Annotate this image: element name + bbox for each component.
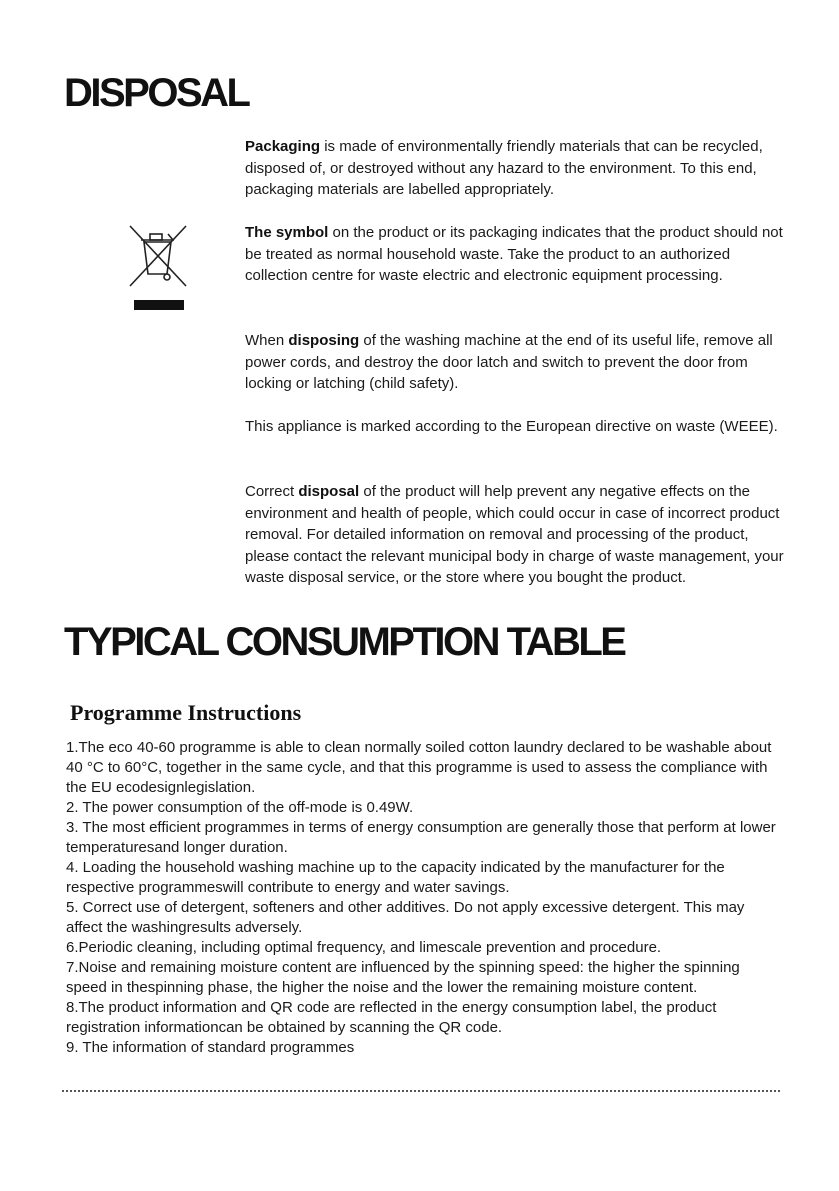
programme-instructions-list	[66, 738, 776, 1058]
correct-lead: disposal	[298, 483, 360, 500]
disposal-heading: DISPOSAL	[64, 71, 249, 115]
symbol-text: on the product or its packaging indicates that the product should not be treated as normal household waste. Take the product to an authorized collection centre for waste electric and electronic equipment processing.	[245, 224, 783, 285]
symbol-lead: The symbol	[245, 224, 329, 241]
packaging-lead: Packaging	[245, 138, 321, 155]
symbol-paragraph	[245, 222, 790, 287]
dotted-divider	[62, 1090, 780, 1092]
disposing-before: When	[245, 332, 289, 349]
instruction-item: 7.Noise and remaining moisture content are influenced by the spinning speed: the higher the spinning speed in thespinning phase, the higher the noise and the lower the remaining moisture content.	[66, 959, 740, 996]
instruction-item: 6.Periodic cleaning, including optimal frequency, and limescale prevention and procedure.	[66, 939, 662, 956]
programme-instructions-heading: Programme Instructions	[70, 700, 302, 725]
disposing-lead: disposing	[288, 332, 360, 349]
correct-disposal-paragraph	[245, 481, 790, 589]
weee-paragraph: This appliance is marked according to the European directive on waste (WEEE).	[245, 418, 778, 435]
instruction-item: 9. The information of standard programmes	[66, 1039, 355, 1056]
crossed-out-wheelie-bin-icon	[124, 220, 190, 312]
packaging-text: is made of environmentally friendly materials that can be recycled, disposed of, or destroyed without any hazard to the environment. To this end, packaging materials are labelled appropriately.	[245, 138, 763, 199]
instruction-item: 4. Loading the household washing machine up to the capacity indicated by the manufacturer for the respective programmeswill contribute to energy and water savings.	[66, 859, 725, 896]
instruction-item: 2. The power consumption of the off-mode is 0.49W.	[66, 799, 414, 816]
disposing-paragraph	[245, 330, 790, 395]
instruction-item: 5. Correct use of detergent, softeners and other additives. Do not apply excessive detergent. This may affect the washingresults adversely.	[66, 899, 745, 936]
packaging-paragraph	[245, 136, 790, 201]
instruction-item: 3. The most efficient programmes in terms of energy consumption are generally those that perform at lower temperaturesand longer duration.	[66, 819, 776, 856]
instruction-item: 1.The eco 40-60 programme is able to clean normally soiled cotton laundry declared to be washable about 40 °C to 60°C, together in the same cycle, and that this programme is used to assess the compliance with the EU ecodesignlegislation.	[66, 739, 772, 796]
correct-before: Correct	[245, 483, 299, 500]
disposing-text: of the washing machine at the end of its useful life, remove all power cords, and destroy the door latch and switch to prevent the door from locking or latching (child safety).	[245, 332, 773, 393]
instruction-item: 8.The product information and QR code are reflected in the energy consumption label, the product registration informationcan be obtained by scanning the QR code.	[66, 999, 717, 1036]
consumption-table-heading: TYPICAL CONSUMPTION TABLE	[64, 620, 625, 664]
correct-text: of the product will help prevent any negative effects on the environment and health of people, which could occur in case of incorrect product removal. For detailed information on removal and processing of the product, please contact the relevant municipal body in charge of waste management, your waste disposal service, or the store where you bought the product.	[245, 483, 784, 587]
